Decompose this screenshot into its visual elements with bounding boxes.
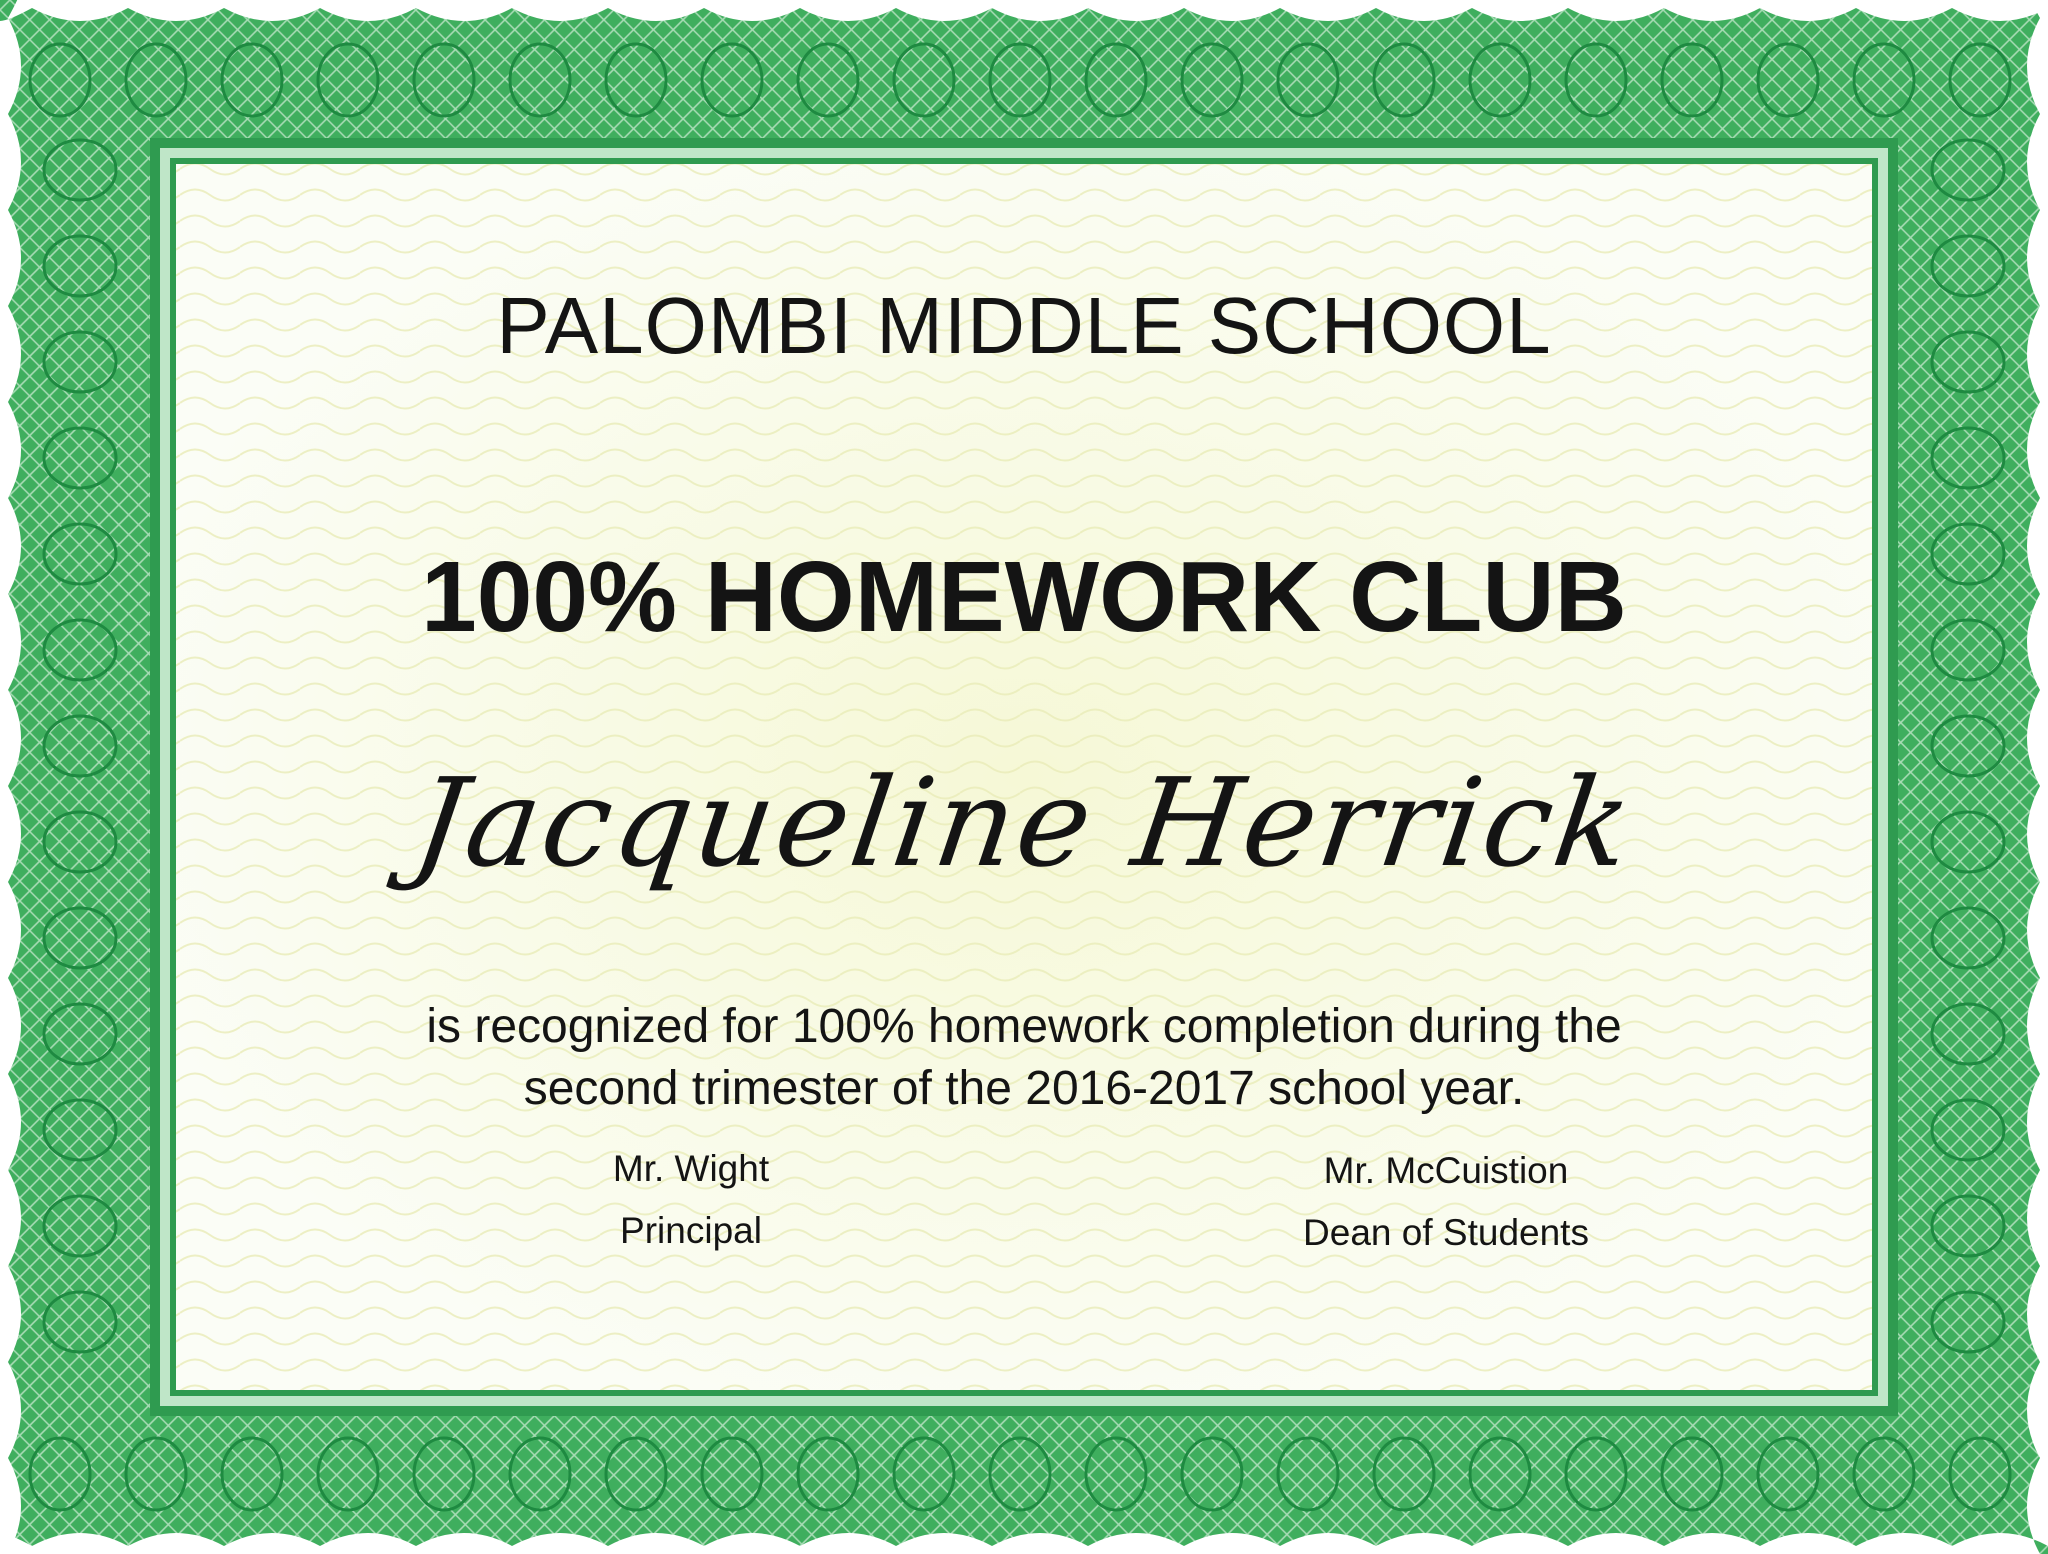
citation-line-1: is recognized for 100% homework completion during the (426, 1000, 1622, 1053)
certificate-body (196, 180, 1852, 1370)
signatory-dean (1246, 1140, 1646, 1264)
citation-text (196, 996, 1852, 1120)
signatory-name: Mr. McCuistion (1323, 1150, 1569, 1191)
award-title: 100% HOMEWORK CLUB (421, 541, 1627, 653)
signatory-title: Dean of Students (1303, 1212, 1589, 1253)
school-name: PALOMBI MIDDLE SCHOOL (496, 281, 1552, 370)
signatory-name: Mr. Wight (612, 1148, 770, 1189)
signatory-principal (516, 1138, 866, 1262)
signatory-title: Principal (620, 1210, 762, 1251)
recipient-name: Jacqueline Herrick (405, 752, 1643, 894)
citation-line-2: second trimester of the 2016-2017 school year. (523, 1062, 1525, 1115)
